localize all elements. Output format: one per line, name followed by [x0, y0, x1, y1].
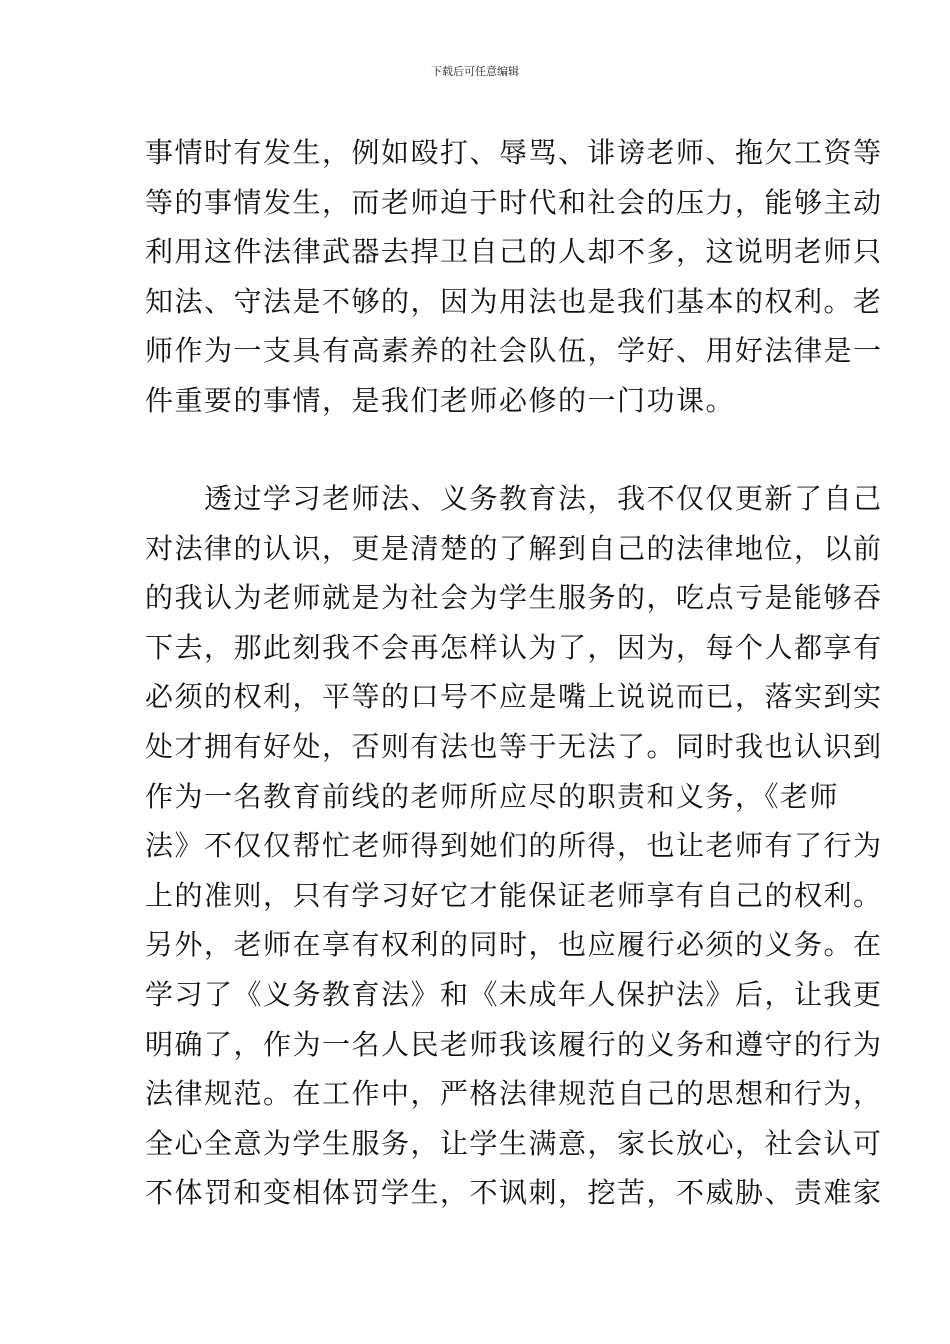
- text-line: 利用这件法律武器去捍卫自己的人却不多，这说明老师只: [145, 235, 883, 269]
- text-line: 另外，老师在享有权利的同时，也应履行必须的义务。在: [145, 928, 883, 962]
- text-line: 不体罚和变相体罚学生，不讽刺，挖苦，不威胁、责难家: [145, 1176, 883, 1210]
- text-line: 学习了《义务教育法》和《未成年人保护法》后，让我更: [145, 977, 883, 1011]
- text-line: 下去，那此刻我不会再怎样认为了，因为，每个人都享有: [145, 630, 883, 664]
- paragraph-1: [145, 128, 883, 426]
- text-line: 作为一名教育前线的老师所应尽的职责和义务，《老师: [145, 779, 840, 813]
- text-line: 法》不仅仅帮忙老师得到她们的所得，也让老师有了行为: [145, 829, 883, 863]
- text-line: 师作为一支具有高素养的社会队伍，学好、用好法律是一: [145, 334, 883, 368]
- text-line: 件重要的事情，是我们老师必修的一门功课。: [145, 383, 736, 417]
- text-line: 必须的权利，平等的口号不应是嘴上说说而已，落实到实: [145, 680, 883, 714]
- text-line: 知法、守法是不够的，因为用法也是我们基本的权利。老: [145, 284, 883, 318]
- text-line: 事情时有发生，例如殴打、辱骂、诽谤老师、拖欠工资等: [145, 136, 883, 169]
- text-line: 透过学习老师法、义务教育法，我不仅仅更新了自己: [145, 482, 883, 515]
- text-line: 对法律的认识，更是清楚的了解到自己的法律地位，以前: [145, 531, 883, 565]
- text-line: 的我认为老师就是为社会为学生服务的，吃点亏是能够吞: [145, 581, 883, 615]
- page-header: 下载后可任意编辑: [431, 65, 519, 78]
- text-line: 处才拥有好处，否则有法也等于无法了。同时我也认识到: [145, 729, 883, 763]
- text-line: 全心全意为学生服务，让学生满意，家长放心，社会认可: [145, 1126, 883, 1160]
- text-line: 等的事情发生，而老师迫于时代和社会的压力，能够主动: [145, 185, 883, 219]
- text-line: 明确了，作为一名人民老师我该履行的义务和遵守的行为: [145, 1027, 883, 1061]
- text-line: 上的准则，只有学习好它才能保证老师享有自己的权利。: [145, 878, 883, 912]
- text-line: 法律规范。在工作中，严格法律规范自己的思想和行为，: [145, 1077, 883, 1111]
- paragraph-2: [145, 474, 883, 1218]
